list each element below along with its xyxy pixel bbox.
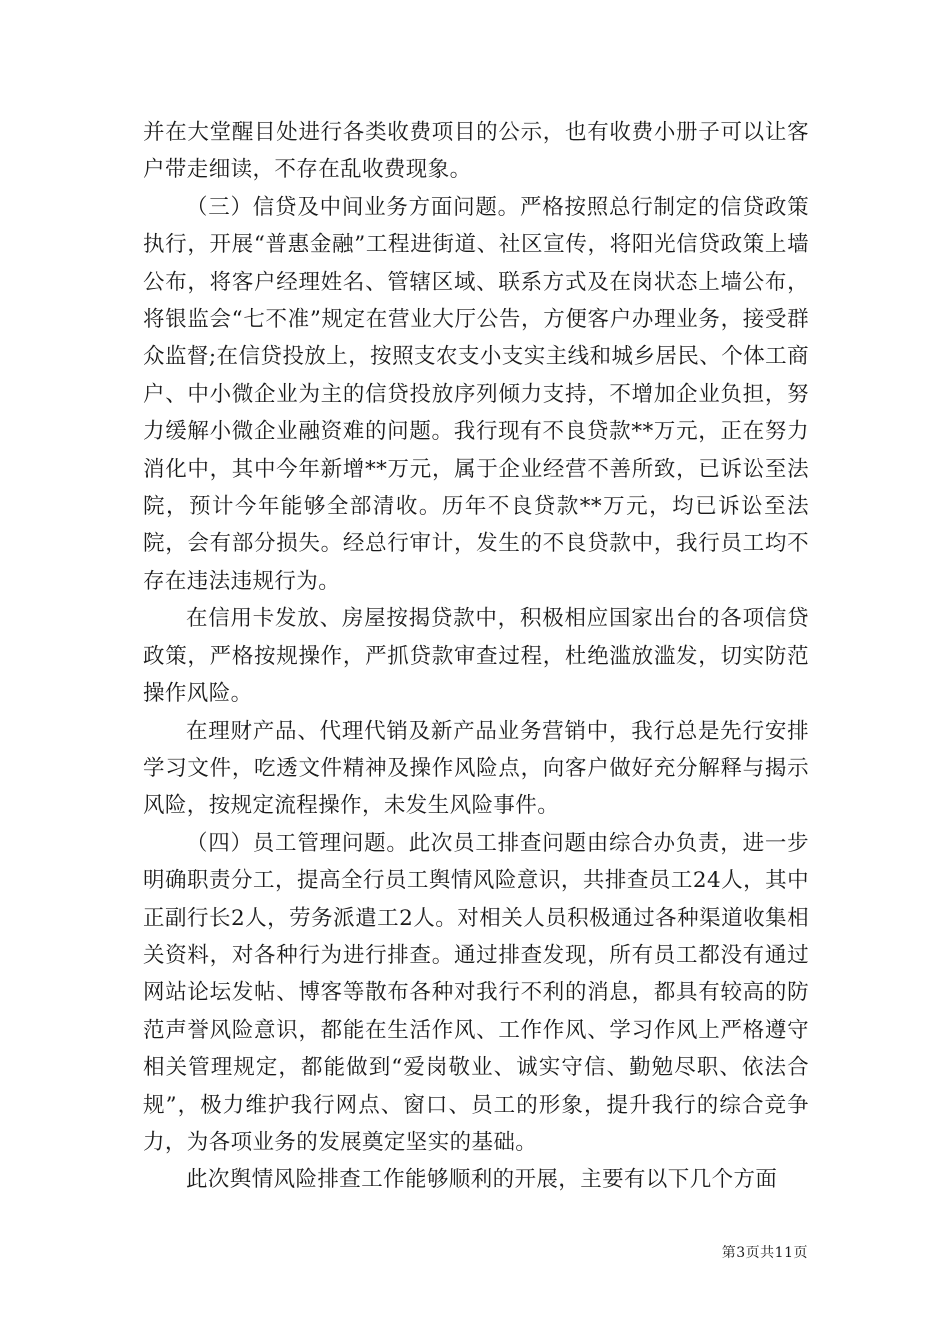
paragraph-credit-card-mortgage: 在信用卡发放、房屋按揭贷款中，积极相应国家出台的各项信贷政策，严格按规操作，严抓贷款审查过程，杜绝滥放滥发，切实防范操作风险。	[143, 606, 809, 707]
paragraph-summary-intro: 此次舆情风险排查工作能够顺利的开展，主要有以下几个方面	[186, 1167, 778, 1193]
paragraph-wealth-products: 在理财产品、代理代销及新产品业务营销中，我行总是先行安排学习文件，吃透文件精神及操作风险点，向客户做好充分解释与揭示风险，按规定流程操作，未发生风险事件。	[143, 718, 809, 819]
page-number-footer: 第3页共11页	[721, 1245, 808, 1261]
document-body	[143, 114, 809, 1199]
paragraph-fee-disclosure: 并在大堂醒目处进行各类收费项目的公示，也有收费小册子可以让客户带走细读，不存在乱收费现象。	[143, 120, 809, 183]
paragraph-credit-business: （三）信贷及中间业务方面问题。严格按照总行制定的信贷政策执行，开展“普惠金融”工程进街道、社区宣传，将阳光信贷政策上墙公布，将客户经理姓名、管辖区域、联系方式及在岗状态上墙公布，将银监会“七不准”规定在营业大厅公告，方便客户办理业务，接受群众监督;在信贷投放上，按照支农支小支实主线和城乡居民、个体工商户、中小微企业为主的信贷投放序列倾力支持，不增加企业负担，努力缓解小微企业融资难的问题。我行现有不良贷款**万元，正在努力消化中，其中今年新增**万元，属于企业经营不善所致，已诉讼至法院，预计今年能够全部清收。历年不良贷款**万元，均已诉讼至法院，会有部分损失。经总行审计，发生的不良贷款中，我行员工均不存在违法违规行为。	[143, 194, 809, 594]
paragraph-staff-management: （四）员工管理问题。此次员工排查问题由综合办负责，进一步明确职责分工，提高全行员工舆情风险意识，共排查员工24人，其中正副行长2人，劳务派遣工2人。对相关人员积极通过各种渠道收集相关资料，对各种行为进行排查。通过排查发现，所有员工都没有通过网站论坛发帖、博客等散布各种对我行不利的消息，都具有较高的防范声誉风险意识，都能在生活作风、工作作风、学习作风上严格遵守相关管理规定，都能做到“爱岗敬业、诚实守信、勤勉尽职、依法合规”，极力维护我行网点、窗口、员工的形象，提升我行的综合竞争力，为各项业务的发展奠定坚实的基础。	[143, 830, 809, 1155]
